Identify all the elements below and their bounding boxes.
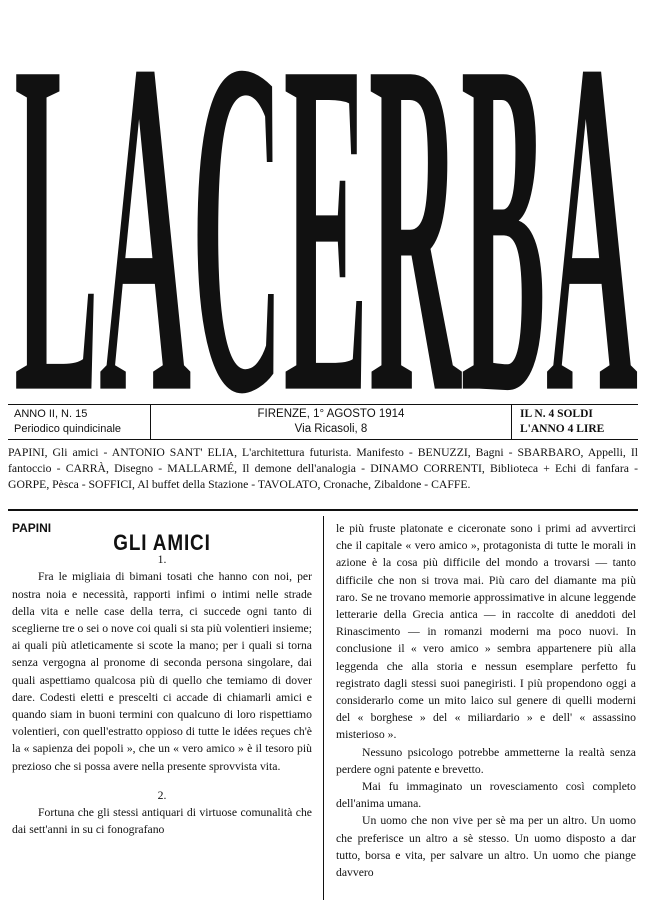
paragraph-6: Un uomo che non vive per sè ma per un altro. Un uomo che preferisce un altro a sè stesso. Un uomo disposto a dar tutto, borsa e vita, per salvare un altro. Un uomo che piange davvero <box>336 814 636 880</box>
masthead-title <box>12 30 640 398</box>
paragraph-1: Fra le migliaia di bimani tosati che hanno con noi, per nostra noia e necessità, rapporti infimi o intimi nelle strade della vita e nelle case della terra, ci succede ogni tanto di sceglierne tre o sei o nove coi quali si sta più volentieri insieme; ai quali più atleticamente si scote la mano; per i quali si torna senza vergogna al pronome di seconda persona singolare, dai quali aspettiamo qualcosa più di quello che temiamo di dover dare. Codesti eletti e prescelti ci accade di chiamarli amici e quando siam in buoni termini con qualcuno di loro rispettiamo volentieri, con quell'estratto oppioso di tutte le idées reçues ch'è la « sapienza dei popoli », che un « vero amico » è il tesoro più prezioso che si possa avere nella presente sprovvista vita. <box>12 570 312 773</box>
table-of-contents: PAPINI, Gli amici - ANTONIO SANT' ELIA, L'architettura futurista. Manifesto - BENUZZI, Bagni - SBARBARO, Appelli, Il fantoccio - CARRÀ, Disegno - MALLARMÉ, Il demone dell'analogia - DINAMO CORRENTI, Biblioteca + Echi di fanfara - GORPE, Pèsca - SOFFICI, Al buffet della Stazione - TAVOLATO, Cronache, Zibaldone - CAFFE. <box>8 446 638 491</box>
paragraph-3: le più fruste platonate e ciceronate sono i primi ad avvertirci che il capitale « vero amico », protagonista di tutte le morali in azione è la cosa più difficile del mondo a trovarsi — tanto difficile che non si trova mai. Più caro del diamante ma più raro. Se ne trovano memorie approssimative in alcune leggende letterarie della Grecia antica — in raccolte di aneddoti del Rinascimento — in romanzi moderni ma poco nuovi. In conclusione il « vero amico » sembra appartenere più alla leggenda che alla storia e nessun esemplare perfetto fu registrato dagli stessi suoi panegiristi. I più propendono oggi a considerarlo come un mito laico sul genere di quelli moderni del « borghese » del « miliardario » e dell' « assassino misterioso ». <box>336 522 636 742</box>
issue-frequency: Periodico quindicinale <box>14 423 122 435</box>
issue-volume: ANNO II, N. 15 <box>14 408 88 420</box>
article-title: GLI AMICI <box>113 530 211 555</box>
issue-address: Via Ricasoli, 8 <box>294 423 368 435</box>
article-column-left <box>12 520 312 838</box>
paragraph-2: Fortuna che gli stessi antiquari di virtuose comunalità che dai sett'anni in su ci fonografano <box>12 806 312 837</box>
article-column-right <box>336 520 636 881</box>
section-number-1: 1. <box>157 553 167 567</box>
issue-date: FIRENZE, 1° AGOSTO 1914 <box>257 408 405 420</box>
section-number-2: 2. <box>157 788 167 802</box>
price-single: IL N. 4 SOLDI <box>520 408 593 420</box>
price-year: L'ANNO 4 LIRE <box>520 423 605 435</box>
column-divider <box>323 516 324 900</box>
paragraph-4: Nessuno psicologo potrebbe ammetterne la realtà senza perdere ogni patente e brevetto. <box>336 745 636 776</box>
section-divider <box>8 509 638 511</box>
masthead <box>12 30 640 398</box>
issue-info-bar <box>8 404 638 440</box>
paragraph-5: Mai fu immaginato un rovesciamento così completo dell'anima umana. <box>336 780 636 811</box>
masthead-title-text: LACERBA <box>14 30 639 398</box>
article-author: PAPINI <box>12 521 52 535</box>
